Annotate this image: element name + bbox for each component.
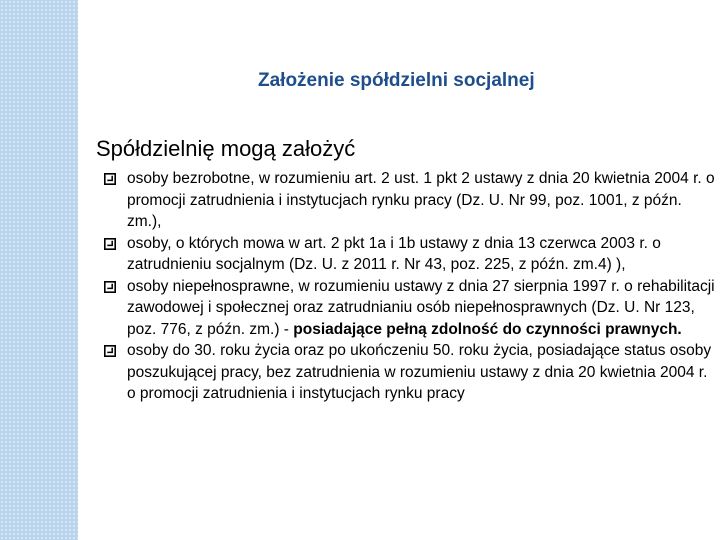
- checkbox-bullet-icon: [104, 345, 116, 357]
- list-item: [104, 233, 716, 276]
- slide-heading: Spółdzielnię mogą założyć: [96, 136, 356, 161]
- checkbox-bullet-icon: [104, 281, 116, 293]
- list-item: [104, 340, 716, 405]
- list-item: [104, 276, 716, 341]
- slide-title: Założenie spółdzielni socjalnej: [258, 70, 535, 91]
- list-item-text: osoby bezrobotne, w rozumieniu art. 2 ust. 1 pkt 2 ustawy z dnia 20 kwietnia 2004 r. o promocji zatrudnienia i instytucjach rynku pracy (Dz. U. Nr 99, poz. 1001, z późn. zm.),: [127, 170, 715, 230]
- decorative-sidebar: [0, 0, 78, 540]
- list-item-bold-text: posiadające pełną zdolność do czynności prawnych.: [293, 320, 682, 338]
- checkbox-bullet-icon: [104, 238, 116, 250]
- list-item-text: osoby, o których mowa w art. 2 pkt 1a i 1b ustawy z dnia 13 czerwca 2003 r. o zatrudnieniu socjalnym (Dz. U. z 2011 r. Nr 43, poz. 225, z późn. zm.4) ),: [127, 234, 661, 273]
- list-item-text: osoby niepełnosprawne, w rozumieniu ustawy z dnia 27 sierpnia 1997 r. o rehabilitacji zawodowej i społecznej oraz zatrudnianiu osób niepełnosprawnych (Dz. U. Nr 123, poz. 776, z późn. zm.) -: [127, 277, 715, 338]
- list-item: [104, 168, 716, 233]
- list-item-text: osoby do 30. roku życia oraz po ukończeniu 50. roku życia, posiadające status osoby poszukującej pracy, bez zatrudnienia w rozumieniu ustawy z dnia 20 kwietnia 2004 r. o promocji zatrudnienia i instytucjach rynku pracy: [127, 342, 712, 402]
- eligibility-list: [104, 168, 716, 405]
- checkbox-bullet-icon: [104, 173, 116, 185]
